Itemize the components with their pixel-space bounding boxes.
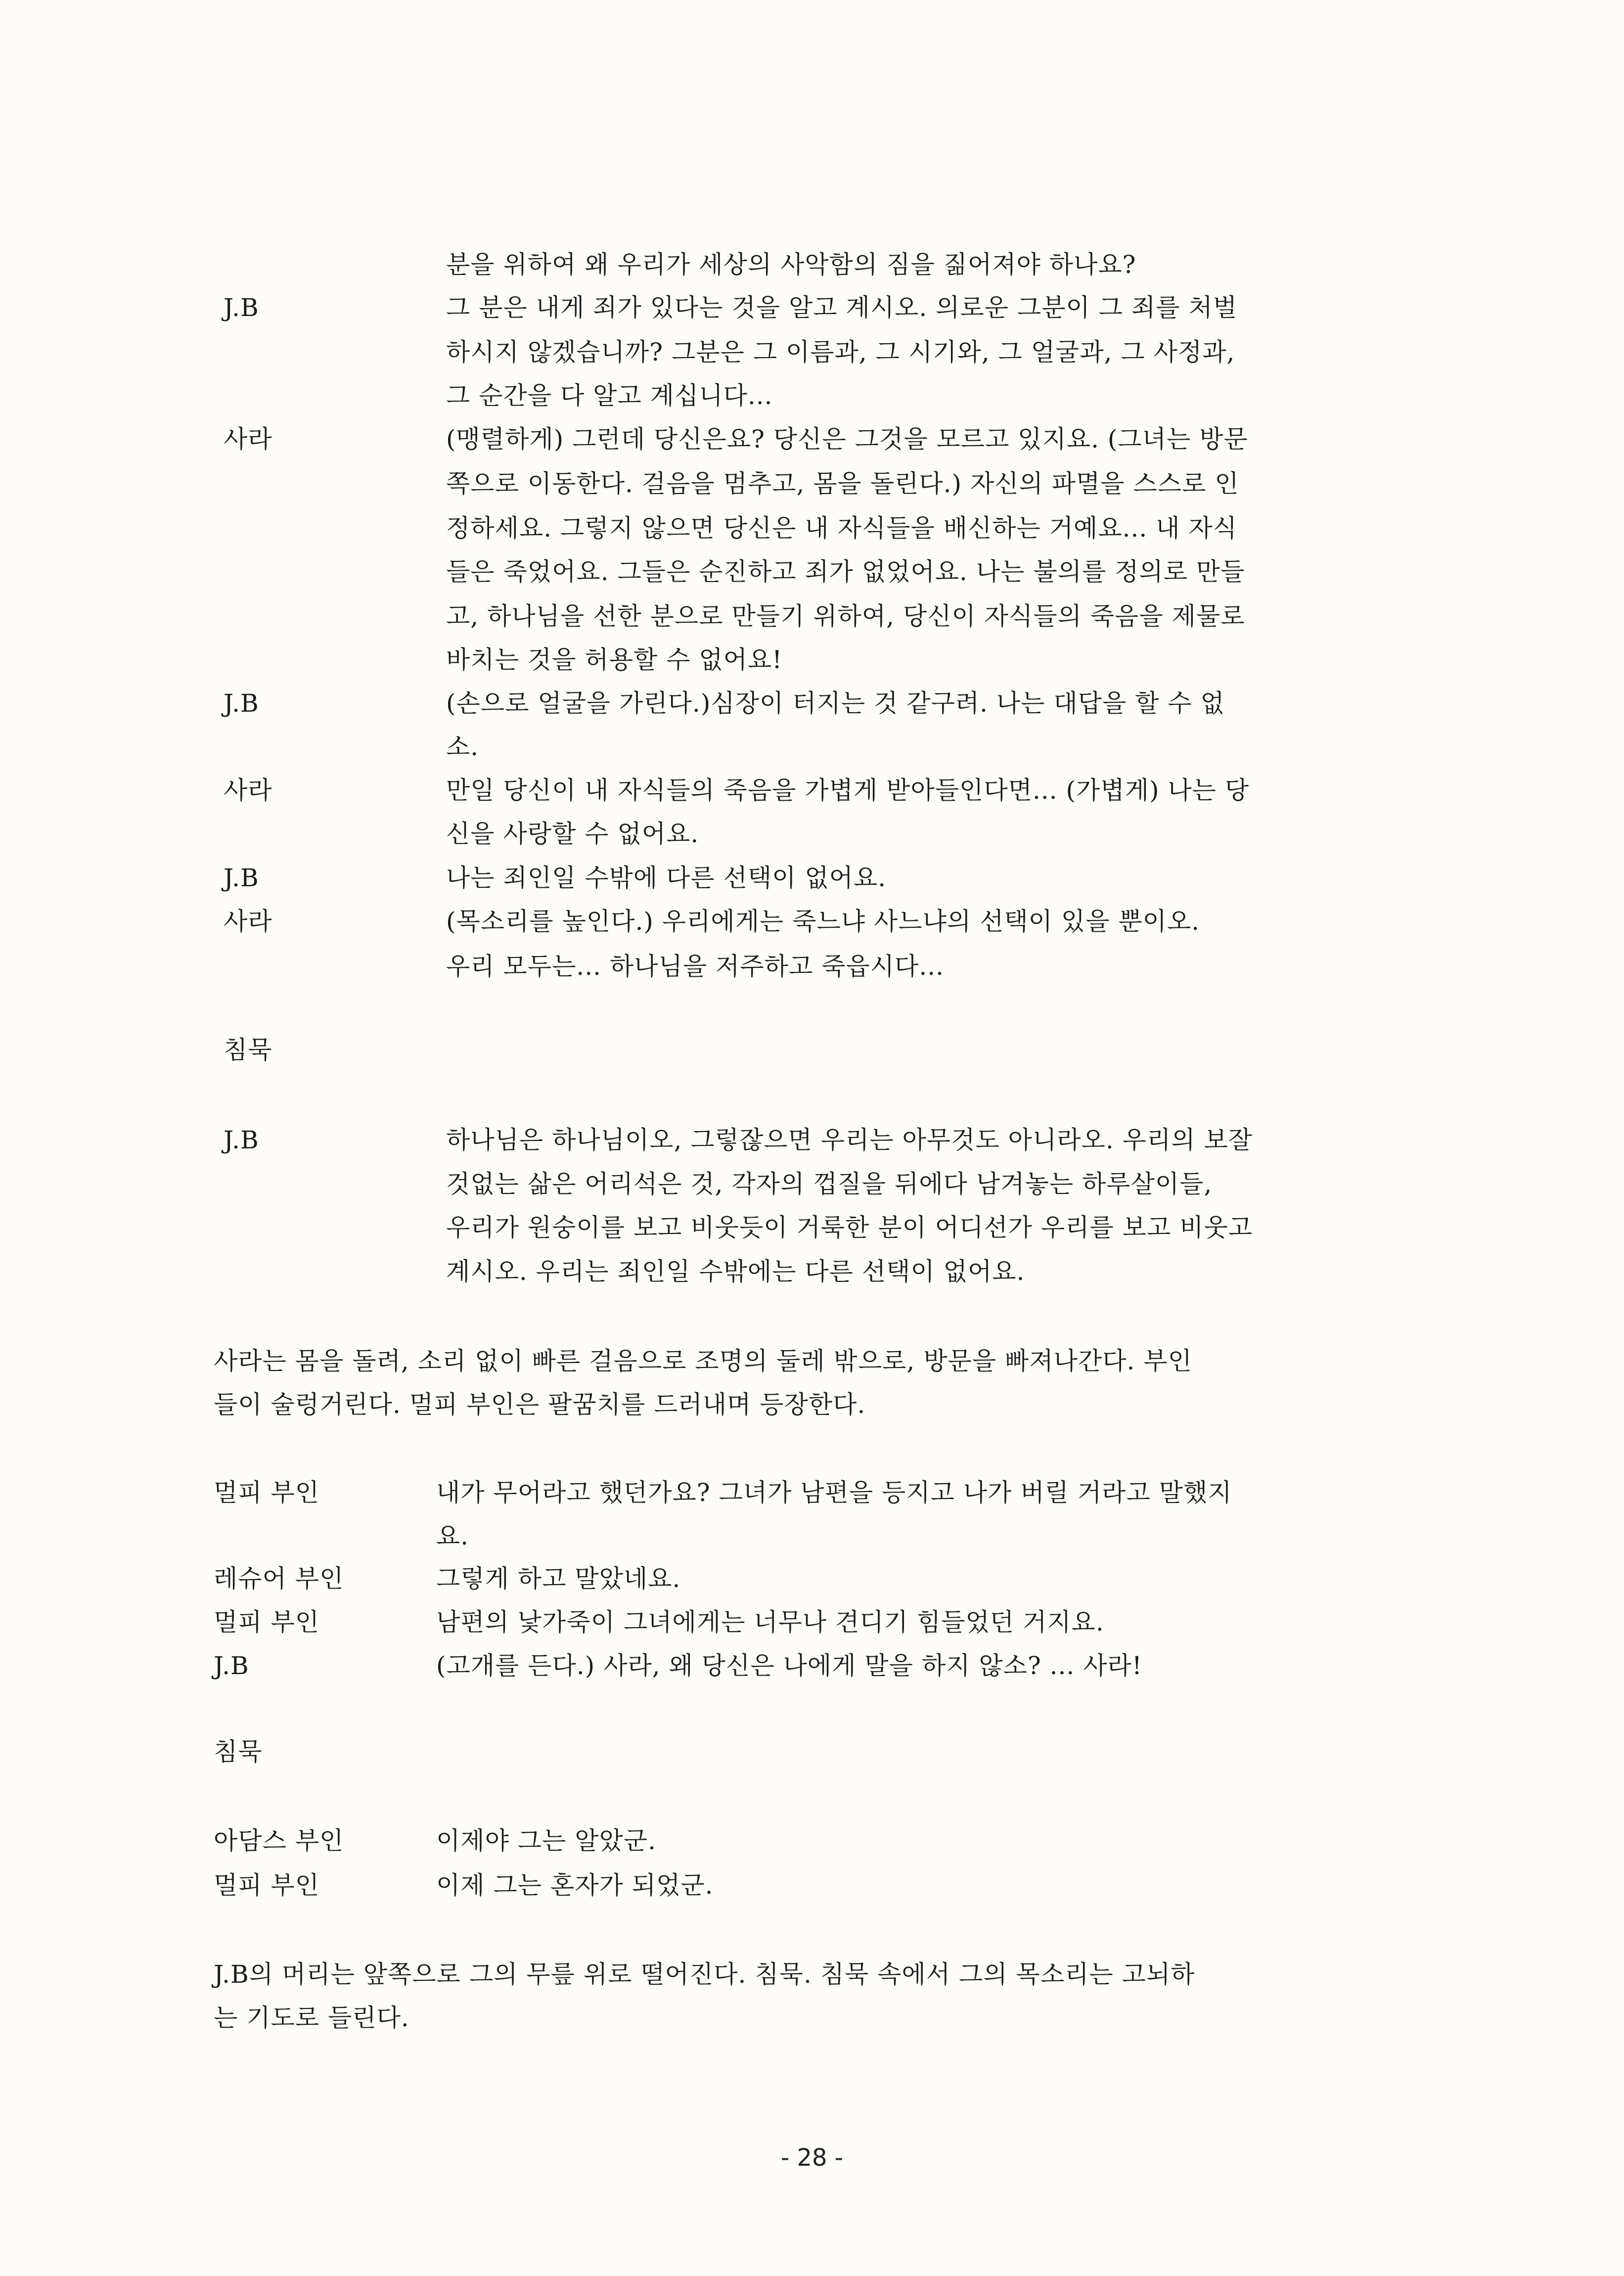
stage-direction-line: 는 기도로 들린다. xyxy=(214,2003,409,2032)
dialogue-line: 요. xyxy=(436,1522,469,1550)
dialogue-line: 그 순간을 다 알고 계십니다... xyxy=(446,381,773,410)
dialogue-line: (맹렬하게) 그런데 당신은요? 당신은 그것을 모르고 있지요. (그녀는 방문 xyxy=(446,425,1248,454)
speaker-name: J.B xyxy=(224,864,259,892)
dialogue-line: 하시지 않겠습니까? 그분은 그 이름과, 그 시기와, 그 얼굴과, 그 사정과, xyxy=(446,338,1235,366)
stage-direction-line: 들이 술렁거린다. 멀피 부인은 팔꿈치를 드러내며 등장한다. xyxy=(214,1390,866,1419)
dialogue-line: 우리 모두는... 하나님을 저주하고 죽읍시다... xyxy=(446,952,945,981)
speaker-name: 사라 xyxy=(224,776,272,805)
speaker-name: 레슈어 부인 xyxy=(214,1564,344,1593)
speaker-name: J.B xyxy=(224,689,259,718)
dialogue-line: 쪽으로 이동한다. 걸음을 멈추고, 몸을 돌린다.) 자신의 파멸을 스스로 인 xyxy=(446,469,1239,498)
speaker-name: J.B xyxy=(224,1126,259,1154)
dialogue-line: 내가 무어라고 했던가요? 그녀가 남편을 등지고 나가 버릴 거라고 말했지 xyxy=(436,1478,1232,1507)
dialogue-line: 남편의 낯가죽이 그녀에게는 너무나 견디기 힘들었던 거지요. xyxy=(436,1608,1104,1637)
dialogue-line: 만일 당신이 내 자식들의 죽음을 가볍게 받아들인다면... (가볍게) 나는 당 xyxy=(446,776,1250,805)
dialogue-line: 고, 하나님을 선한 분으로 만들기 위하여, 당신이 자식들의 죽음을 제물로 xyxy=(446,602,1245,631)
dialogue-line: 바치는 것을 허용할 수 없어요! xyxy=(446,645,783,674)
speaker-name: J.B xyxy=(214,1651,249,1680)
dialogue-line: 나는 죄인일 수밖에 다른 선택이 없어요. xyxy=(446,864,887,892)
dialogue-line: 그 분은 내게 죄가 있다는 것을 알고 계시오. 의로운 그분이 그 죄를 처벌 xyxy=(446,293,1238,322)
page-number: - 28 - xyxy=(780,2144,844,2172)
speaker-name: 멀피 부인 xyxy=(214,1608,320,1637)
dialogue-line: 소. xyxy=(446,732,479,761)
dialogue-line: 들은 죽었어요. 그들은 순진하고 죄가 없었어요. 나는 불의를 정의로 만들 xyxy=(446,557,1245,586)
speaker-name: 사라 xyxy=(224,907,272,936)
dialogue-line: (고개를 든다.) 사라, 왜 당신은 나에게 말을 하지 않소? ... 사라! xyxy=(436,1651,1142,1680)
stage-direction-line: J.B의 머리는 앞쪽으로 그의 무릎 위로 떨어진다. 침묵. 침묵 속에서 그의 목소리는 고뇌하 xyxy=(214,1960,1195,1989)
stage-direction-silence: 침묵 xyxy=(224,1036,272,1064)
stage-direction-line: 사라는 몸을 돌려, 소리 없이 빠른 걸음으로 조명의 둘레 밖으로, 방문을 빠져나간다. 부인 xyxy=(214,1347,1192,1375)
dialogue-line: 정하세요. 그렇지 않으면 당신은 내 자식들을 배신하는 거예요... 내 자식 xyxy=(446,514,1238,543)
speaker-name: 사라 xyxy=(224,425,272,454)
speaker-name: 멀피 부인 xyxy=(214,1478,320,1507)
dialogue-line: 하나님은 하나님이오, 그렇잖으면 우리는 아무것도 아니라오. 우리의 보잘 xyxy=(446,1126,1253,1154)
dialogue-line: 계시오. 우리는 죄인일 수밖에는 다른 선택이 없어요. xyxy=(446,1257,1025,1286)
dialogue-line: 것없는 삶은 어리석은 것, 각자의 껍질을 뒤에다 남겨놓는 하루살이들, xyxy=(446,1170,1213,1198)
dialogue-line: 이제야 그는 알았군. xyxy=(436,1826,657,1855)
dialogue-line: (손으로 얼굴을 가린다.)심장이 터지는 것 같구려. 나는 대답을 할 수 없 xyxy=(446,689,1225,718)
dialogue-line: 우리가 원숭이를 보고 비웃듯이 거룩한 분이 어디선가 우리를 보고 비웃고 xyxy=(446,1213,1253,1242)
dialogue-line: 분을 위하여 왜 우리가 세상의 사악함의 짐을 짊어져야 하나요? xyxy=(446,250,1136,279)
speaker-name: 아담스 부인 xyxy=(214,1826,344,1855)
dialogue-line: 그렇게 하고 말았네요. xyxy=(436,1564,681,1593)
stage-direction-silence: 침묵 xyxy=(214,1737,263,1766)
speaker-name: 멀피 부인 xyxy=(214,1871,320,1900)
dialogue-line: (목소리를 높인다.) 우리에게는 죽느냐 사느냐의 선택이 있을 뿐이오. xyxy=(446,907,1200,936)
dialogue-line: 신을 사랑할 수 없어요. xyxy=(446,819,699,848)
speaker-name: J.B xyxy=(224,293,259,322)
dialogue-line: 이제 그는 혼자가 되었군. xyxy=(436,1871,714,1900)
